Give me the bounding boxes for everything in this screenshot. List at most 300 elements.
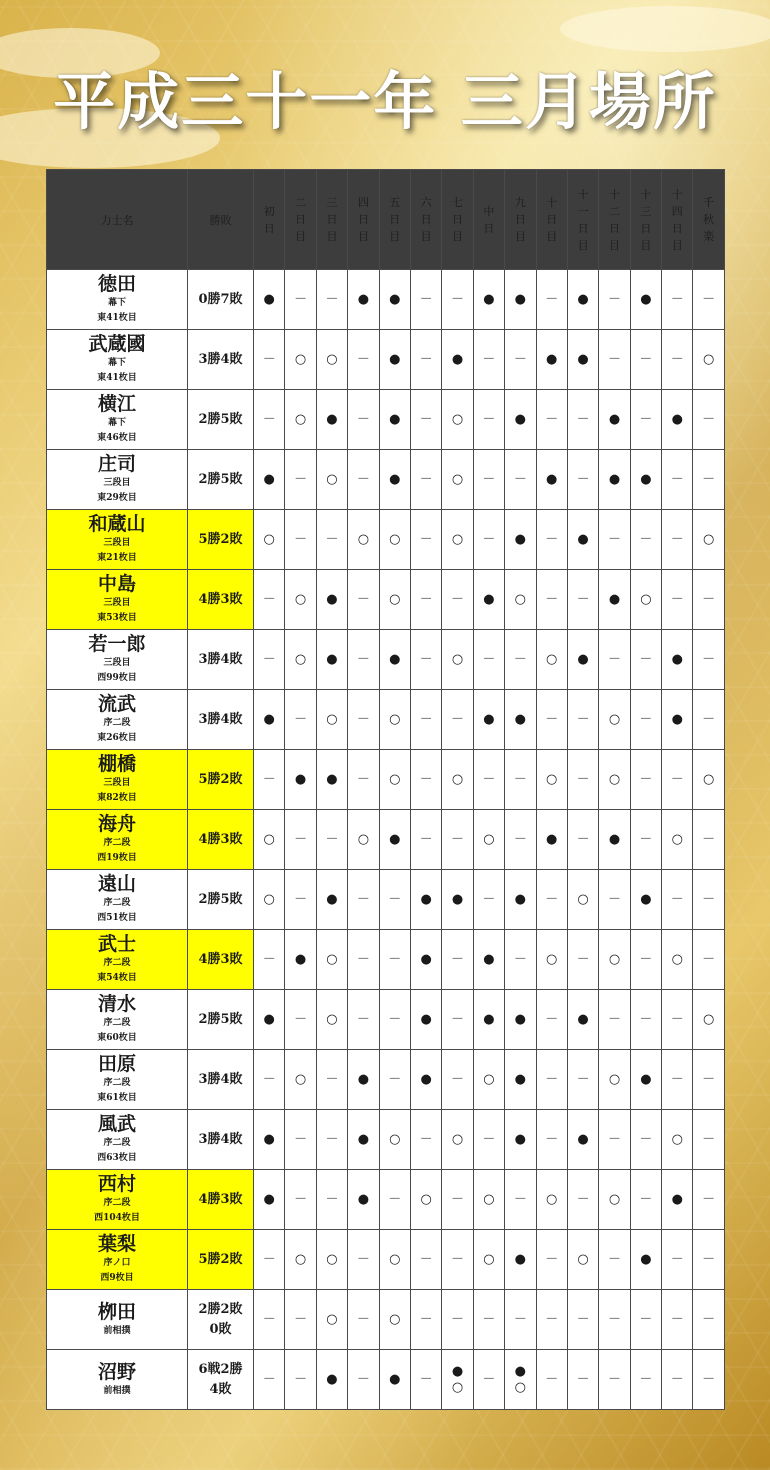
no-bout-mark: － [576, 771, 590, 787]
win-mark: ○ [577, 1251, 589, 1267]
wrestler-name: 徳田 [97, 273, 136, 295]
bout-result-day-2 [285, 1290, 316, 1350]
wrestler-cell [47, 1170, 188, 1230]
wrestler-rank: 西51枚目 [97, 913, 137, 923]
wrestler-division: 序二段 [103, 1198, 131, 1208]
bout-result-day-8 [473, 810, 504, 870]
win-mark: ○ [702, 351, 715, 367]
bout-result-day-10 [536, 810, 567, 870]
bout-result-day-5 [379, 330, 410, 390]
bout-result-day-12 [599, 750, 630, 810]
no-bout-mark: － [451, 591, 465, 607]
bout-result-day-11 [567, 630, 598, 690]
bout-result-day-13 [630, 930, 661, 990]
loss-mark: ● [514, 1131, 526, 1147]
bout-result-day-5 [379, 1050, 410, 1110]
no-bout-mark: － [576, 951, 590, 967]
loss-mark: ● [263, 471, 275, 487]
bout-result-day-10 [536, 750, 567, 810]
no-bout-mark: － [262, 651, 276, 667]
bout-result-day-10 [536, 570, 567, 630]
record-cell [188, 630, 254, 690]
bout-result-day-6 [410, 570, 441, 630]
header-day-2 [285, 170, 316, 270]
record-cell [188, 570, 254, 630]
bout-result-day-9 [505, 570, 536, 630]
bout-result-day-15 [693, 1110, 724, 1170]
no-bout-mark: － [545, 711, 559, 727]
header-day-char: 日 [514, 213, 526, 226]
win-mark: ○ [294, 651, 307, 667]
page-title: 平成三十一年 三月場所 [53, 65, 717, 138]
wrestler-cell [47, 1290, 188, 1350]
no-bout-mark: － [419, 771, 433, 787]
wrestler-division: 序二段 [103, 1018, 131, 1028]
record-text: 3勝4敗 [198, 651, 243, 667]
no-bout-mark: － [702, 651, 716, 667]
no-bout-mark: － [482, 1311, 496, 1327]
no-bout-mark: － [325, 291, 339, 307]
bout-result-day-3 [316, 1290, 347, 1350]
bout-result-day-4 [348, 930, 379, 990]
no-bout-mark: － [388, 1011, 402, 1027]
bout-result-day-10 [536, 390, 567, 450]
no-bout-mark: － [576, 831, 590, 847]
wrestler-division: 三段目 [103, 658, 131, 668]
win-mark: ○ [702, 771, 715, 787]
bout-result-day-1 [254, 870, 285, 930]
no-bout-mark: － [702, 711, 716, 727]
bout-result-day-2 [285, 330, 316, 390]
no-bout-mark: － [670, 531, 684, 547]
header-day-5 [379, 170, 410, 270]
bout-result-day-10 [536, 690, 567, 750]
no-bout-mark: － [356, 771, 370, 787]
no-bout-mark: － [419, 651, 433, 667]
bout-result-day-2 [285, 570, 316, 630]
header-day-char: 日 [357, 213, 369, 226]
bout-result-day-14 [662, 930, 693, 990]
table-row [47, 990, 725, 1050]
loss-mark: ● [640, 291, 652, 307]
bout-result-day-6 [410, 1290, 441, 1350]
header-day-char: 目 [295, 230, 307, 243]
loss-mark: ● [420, 1011, 432, 1027]
bout-result-day-7 [442, 1230, 473, 1290]
loss-mark: ● [483, 711, 495, 727]
bout-result-day-7 [442, 1170, 473, 1230]
bout-result-day-3 [316, 1050, 347, 1110]
loss-mark: ● [326, 411, 338, 427]
bout-result-day-14 [662, 870, 693, 930]
bout-result-day-14 [662, 570, 693, 630]
header-day-3 [316, 170, 347, 270]
loss-mark: ● [420, 951, 432, 967]
bout-result-day-13 [630, 450, 661, 510]
bout-result-day-15 [693, 570, 724, 630]
bout-result-day-8 [473, 750, 504, 810]
no-bout-mark: － [294, 891, 308, 907]
loss-mark: ● [389, 1371, 401, 1387]
bout-result-day-14 [662, 1170, 693, 1230]
wrestler-name: 遠山 [97, 873, 136, 895]
no-bout-mark: － [639, 1191, 653, 1207]
record-cell [188, 450, 254, 510]
record-cell [188, 390, 254, 450]
bout-result-day-5 [379, 510, 410, 570]
loss-mark: ● [389, 411, 401, 427]
record-cell [188, 930, 254, 990]
header-day-char: 日 [640, 221, 652, 235]
wrestler-rank: 東46枚目 [97, 433, 137, 443]
header-day-char: 四 [671, 204, 683, 218]
header-day-char: 目 [420, 230, 432, 243]
loss-mark: ● [326, 1371, 338, 1387]
loss-mark: ● [640, 1071, 652, 1087]
no-bout-mark: － [545, 1311, 559, 1327]
bout-result-day-11 [567, 1170, 598, 1230]
header-day-13 [630, 170, 661, 270]
loss-mark: ● [263, 711, 275, 727]
bout-result-day-12 [599, 330, 630, 390]
bout-result-day-1 [254, 810, 285, 870]
loss-mark: ● [514, 1251, 526, 1267]
no-bout-mark: － [356, 591, 370, 607]
bout-result-day-15 [693, 1350, 724, 1410]
no-bout-mark: － [419, 831, 433, 847]
header-day-char: 日 [483, 221, 495, 235]
bout-result-day-9 [505, 450, 536, 510]
loss-mark: ● [357, 1131, 370, 1147]
no-bout-mark: － [670, 351, 684, 367]
bout-result-day-1 [254, 630, 285, 690]
win-mark: ○ [451, 771, 464, 787]
header-day-char: 日 [671, 221, 683, 235]
wrestler-name: 中島 [97, 573, 136, 595]
win-mark: ○ [451, 411, 464, 427]
table-row [47, 630, 725, 690]
no-bout-mark: － [607, 1011, 621, 1027]
no-bout-mark: － [513, 471, 527, 487]
bout-result-day-13 [630, 510, 661, 570]
wrestler-cell [47, 390, 188, 450]
bout-result-day-6 [410, 1350, 441, 1410]
bout-result-day-3 [316, 570, 347, 630]
bout-result-day-7 [442, 990, 473, 1050]
bout-result-day-15 [693, 270, 724, 330]
header-day-char: 三 [326, 196, 338, 209]
no-bout-mark: － [388, 1071, 402, 1087]
win-mark: ○ [294, 591, 307, 607]
no-bout-mark: － [419, 1311, 433, 1327]
wrestler-division: 前相撲 [103, 1325, 131, 1336]
no-bout-mark: － [262, 1311, 276, 1327]
no-bout-mark: － [639, 651, 653, 667]
record-text: 3勝4敗 [198, 711, 243, 727]
wrestler-rank: 西19枚目 [97, 853, 137, 863]
bout-result-day-13 [630, 1290, 661, 1350]
no-bout-mark: － [325, 531, 339, 547]
record-text: 4勝3敗 [198, 1191, 243, 1207]
win-mark: ○ [483, 1071, 495, 1087]
wrestler-division: 幕下 [107, 418, 126, 428]
wrestler-division: 序二段 [103, 838, 131, 848]
no-bout-mark: － [607, 291, 621, 307]
header-wrestler-name: 力士名 [47, 170, 188, 270]
bout-result-day-7 [442, 330, 473, 390]
bout-result-day-13 [630, 810, 661, 870]
win-mark: ○ [326, 351, 338, 367]
loss-mark: ● [451, 891, 464, 907]
win-mark: ○ [294, 1071, 307, 1087]
bout-result-day-9 [505, 870, 536, 930]
bout-result-day-9 [505, 1050, 536, 1110]
win-mark: ○ [357, 531, 370, 547]
wrestler-rank: 東41枚目 [97, 313, 137, 323]
header-day-char: 目 [546, 230, 558, 243]
bout-result-day-11 [567, 390, 598, 450]
wrestler-division: 序二段 [103, 718, 131, 728]
header-day-14 [662, 170, 693, 270]
bout-result-day-10 [536, 930, 567, 990]
wrestler-division: 幕下 [107, 358, 126, 368]
bout-result-day-15 [693, 330, 724, 390]
record-text: 4勝3敗 [198, 591, 243, 607]
record-cell [188, 1290, 254, 1350]
table-row [47, 510, 725, 570]
bout-result-day-2 [285, 870, 316, 930]
no-bout-mark: － [262, 351, 276, 367]
no-bout-mark: － [513, 651, 527, 667]
loss-mark: ● [483, 1011, 495, 1027]
bout-result-day-3 [316, 510, 347, 570]
bout-result-day-13 [630, 1050, 661, 1110]
bout-result-day-8 [473, 930, 504, 990]
bout-result-day-6 [410, 630, 441, 690]
bout-result-day-4 [348, 450, 379, 510]
table-row [47, 870, 725, 930]
bout-result-day-14 [662, 1230, 693, 1290]
bout-result-day-11 [567, 750, 598, 810]
no-bout-mark: － [639, 1311, 653, 1327]
no-bout-mark: － [513, 951, 527, 967]
bout-result-day-14 [662, 630, 693, 690]
bout-result-day-14 [662, 510, 693, 570]
record-text: 6戦2勝 [198, 1361, 243, 1377]
bout-result-day-10 [536, 1170, 567, 1230]
bout-result-day-10 [536, 630, 567, 690]
win-mark: ○ [389, 531, 401, 547]
header-record: 勝敗 [188, 170, 254, 270]
header-day-char: 千 [703, 196, 715, 209]
bout-result-day-8 [473, 450, 504, 510]
loss-mark: ● [389, 471, 401, 487]
bout-result-day-13 [630, 1170, 661, 1230]
no-bout-mark: － [262, 1071, 276, 1087]
no-bout-mark: － [607, 1311, 621, 1327]
no-bout-mark: － [262, 1251, 276, 1267]
no-bout-mark: － [545, 411, 559, 427]
table-row [47, 270, 725, 330]
wrestler-name: 海舟 [97, 813, 136, 835]
bout-result-day-2 [285, 750, 316, 810]
win-mark: ○ [294, 411, 307, 427]
bout-result-day-2 [285, 510, 316, 570]
bout-result-day-1 [254, 1290, 285, 1350]
win-mark: ○ [451, 1131, 464, 1147]
bout-result-day-4 [348, 870, 379, 930]
no-bout-mark: － [294, 831, 308, 847]
no-bout-mark: － [294, 471, 308, 487]
loss-mark: ● [294, 951, 307, 967]
no-bout-mark: － [294, 1311, 308, 1327]
bout-result-day-10 [536, 270, 567, 330]
no-bout-mark: － [639, 351, 653, 367]
bout-result-day-5 [379, 1230, 410, 1290]
no-bout-mark: － [670, 591, 684, 607]
bout-result-day-6 [410, 750, 441, 810]
win-mark: ○ [483, 831, 495, 847]
loss-mark: ● [514, 1071, 526, 1087]
loss-mark: ● [546, 831, 558, 847]
no-bout-mark: － [356, 1251, 370, 1267]
bout-result-day-5 [379, 1290, 410, 1350]
loss-mark: ● [263, 1131, 275, 1147]
bout-result-day-1 [254, 930, 285, 990]
bout-result-day-8 [473, 330, 504, 390]
bout-result-day-2 [285, 930, 316, 990]
win-mark: ○ [546, 771, 558, 787]
wrestler-name: 西村 [97, 1173, 136, 1195]
table-row [47, 1230, 725, 1290]
bout-result-day-9 [505, 270, 536, 330]
bout-result-day-5 [379, 810, 410, 870]
record-cell [188, 1230, 254, 1290]
header-day-char: 中 [483, 204, 495, 218]
loss-mark: ● [608, 411, 621, 427]
bout-result-day-6 [410, 690, 441, 750]
loss-mark: ● [671, 711, 683, 727]
no-bout-mark: － [482, 1131, 496, 1147]
loss-mark: ● [671, 1191, 683, 1207]
table-row [47, 390, 725, 450]
no-bout-mark: － [356, 1311, 370, 1327]
loss-mark: ● [326, 651, 338, 667]
no-bout-mark: － [545, 1131, 559, 1147]
wrestler-cell [47, 570, 188, 630]
wrestler-cell [47, 870, 188, 930]
win-mark: ○ [294, 1251, 307, 1267]
loss-mark: ● [608, 831, 621, 847]
bout-result-day-4 [348, 330, 379, 390]
bout-result-day-14 [662, 1350, 693, 1410]
bout-result-day-3 [316, 1110, 347, 1170]
no-bout-mark: － [451, 951, 465, 967]
bout-result-day-4 [348, 690, 379, 750]
win-mark: ○ [451, 651, 464, 667]
header-day-char: 目 [514, 230, 526, 243]
no-bout-mark: － [639, 531, 653, 547]
wrestler-cell [47, 510, 188, 570]
bout-result-day-12 [599, 570, 630, 630]
wrestler-rank: 東54枚目 [97, 973, 137, 983]
header-day-char: 九 [514, 196, 526, 209]
table-row [47, 690, 725, 750]
loss-mark: ● [608, 471, 621, 487]
no-bout-mark: － [670, 1011, 684, 1027]
bout-result-day-4 [348, 1230, 379, 1290]
no-bout-mark: － [576, 1071, 590, 1087]
no-bout-mark: － [670, 471, 684, 487]
no-bout-mark: － [356, 1371, 370, 1387]
no-bout-mark: － [419, 351, 433, 367]
wrestler-division: 序二段 [103, 1078, 131, 1088]
bout-result-day-5 [379, 690, 410, 750]
wrestler-name: 武士 [97, 933, 136, 955]
no-bout-mark: － [482, 351, 496, 367]
bout-result-day-3 [316, 690, 347, 750]
record-text: 2勝5敗 [198, 1011, 243, 1027]
no-bout-mark: － [482, 471, 496, 487]
bout-result-day-6 [410, 1110, 441, 1170]
record-cell [188, 990, 254, 1050]
no-bout-mark: － [639, 711, 653, 727]
loss-mark: ● [389, 351, 401, 367]
bout-result-day-13 [630, 750, 661, 810]
no-bout-mark: － [702, 411, 716, 427]
table-row [47, 1170, 725, 1230]
header-day-6 [410, 170, 441, 270]
bout-result-day-5 [379, 1170, 410, 1230]
win-mark: ○ [546, 951, 558, 967]
wrestler-division: 序ノ口 [103, 1258, 131, 1268]
bout-result-day-10 [536, 1230, 567, 1290]
bout-result-day-12 [599, 690, 630, 750]
record-text: 5勝2敗 [198, 1251, 243, 1267]
no-bout-mark: － [670, 1251, 684, 1267]
bout-result-day-3 [316, 1170, 347, 1230]
record-cell [188, 330, 254, 390]
win-mark: ○ [263, 831, 275, 847]
bout-result-day-10 [536, 1110, 567, 1170]
bout-result-day-11 [567, 990, 598, 1050]
no-bout-mark: － [356, 1011, 370, 1027]
bout-result-day-2 [285, 690, 316, 750]
bout-result-day-12 [599, 1350, 630, 1410]
win-mark: ○ [389, 591, 401, 607]
no-bout-mark: － [356, 351, 370, 367]
table-row [47, 930, 725, 990]
wrestler-name: 横江 [97, 393, 136, 415]
header-day-char: 日 [263, 221, 275, 235]
bout-result-day-3 [316, 930, 347, 990]
header-day-char: 七 [452, 196, 464, 209]
header-day-char: 日 [420, 213, 432, 226]
no-bout-mark: － [639, 1131, 653, 1147]
bout-result-day-6 [410, 510, 441, 570]
bout-result-day-9 [505, 630, 536, 690]
no-bout-mark: － [294, 1371, 308, 1387]
no-bout-mark: － [670, 771, 684, 787]
record-text: 0勝7敗 [198, 291, 243, 307]
win-mark: ○ [640, 591, 652, 607]
bout-result-day-11 [567, 930, 598, 990]
header-day-char: 目 [640, 238, 652, 252]
bout-result-day-2 [285, 1350, 316, 1410]
bout-result-day-9 [505, 810, 536, 870]
win-mark: ○ [263, 891, 275, 907]
win-mark: ○ [514, 1379, 526, 1395]
